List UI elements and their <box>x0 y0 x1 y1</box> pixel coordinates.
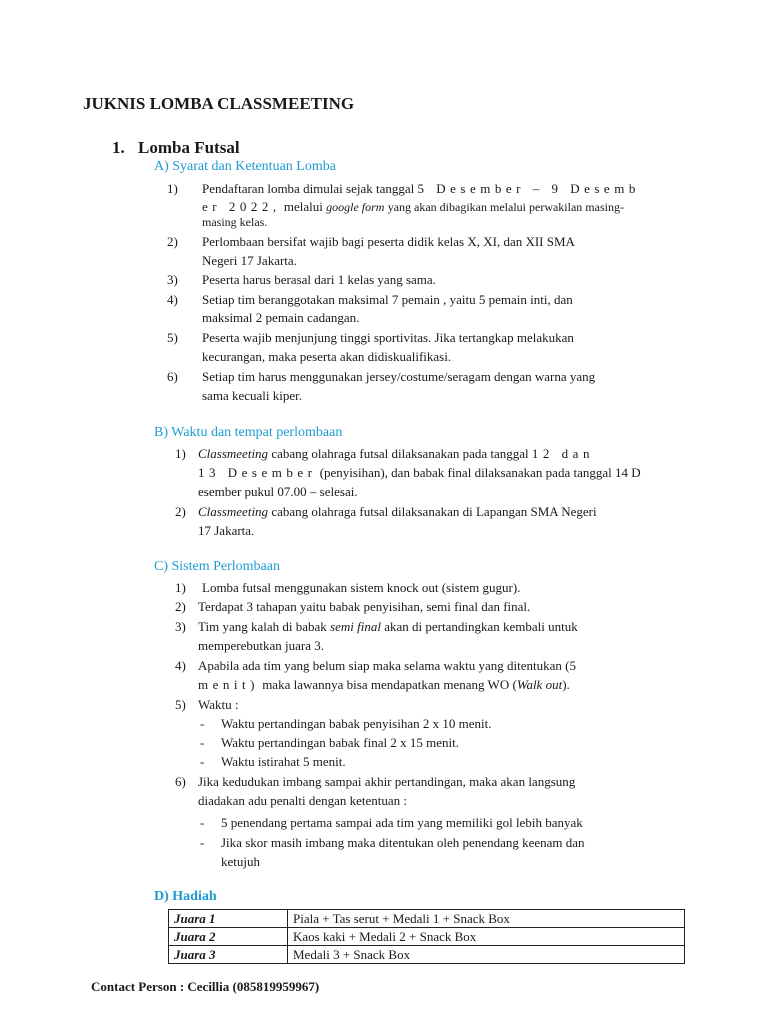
list-item-b1: Classmeeting cabang olahraga futsal dilaksanakan pada tanggal 12 dan <box>198 446 594 461</box>
dash-bullet: - <box>200 754 205 769</box>
list-number: 6) <box>175 774 186 789</box>
section-b-title: B) Waktu dan tempat perlombaan <box>154 425 343 440</box>
table-row <box>169 910 685 928</box>
list-number: 3) <box>175 619 186 634</box>
contact-person: Contact Person : Cecillia (085819959967) <box>91 979 320 994</box>
prize-table <box>168 909 685 964</box>
prize-label: Juara 2 <box>169 928 288 946</box>
list-item-a3: Peserta harus berasal dari 1 kelas yang sama. <box>202 272 436 287</box>
list-number: 1) <box>175 580 186 595</box>
list-number: 1) <box>167 181 178 196</box>
list-number: 2) <box>175 504 186 519</box>
list-item-a2-cont: Negeri 17 Jakarta. <box>202 253 297 268</box>
list-item-c4-cont: menit) maka lawannya bisa mendapatkan menang WO (Walk out). <box>198 677 570 692</box>
list-number: 5) <box>175 697 186 712</box>
document-title: JUKNIS LOMBA CLASSMEETING <box>83 94 355 113</box>
prize-value: Piala + Tas serut + Medali 1 + Snack Box <box>288 910 685 928</box>
list-item-a2: Perlombaan bersifat wajib bagi peserta didik kelas X, XI, dan XII SMA <box>202 234 575 249</box>
list-number: 6) <box>167 369 178 384</box>
section-d-title: D) Hadiah <box>154 889 217 904</box>
table-row <box>169 946 685 964</box>
list-item-c3-cont: memperebutkan juara 3. <box>198 638 324 653</box>
list-item-a4-cont: maksimal 2 pemain cadangan. <box>202 310 360 325</box>
section-c-title: C) Sistem Perlombaan <box>154 559 280 574</box>
dash-bullet: - <box>200 735 205 750</box>
list-number: 4) <box>167 292 178 307</box>
list-item-c6: Jika kedudukan imbang sampai akhir pertandingan, maka akan langsung <box>198 774 576 789</box>
table-row <box>169 928 685 946</box>
section-heading-futsal: 1. Lomba Futsal <box>112 138 240 157</box>
list-item-a1: Pendaftaran lomba dimulai sejak tanggal 5 Desember – 9 Desemb <box>202 181 640 196</box>
time-item-3: Waktu istirahat 5 menit. <box>221 754 346 769</box>
list-number: 3) <box>167 272 178 287</box>
penalty-item-1: 5 penendang pertama sampai ada tim yang memiliki gol lebih banyak <box>221 815 583 830</box>
list-item-c1: Lomba futsal menggunakan sistem knock out (sistem gugur). <box>202 580 521 595</box>
list-item-c2: Terdapat 3 tahapan yaitu babak penyisihan, semi final dan final. <box>198 599 531 614</box>
list-number: 2) <box>167 234 178 249</box>
list-item-b2-cont: 17 Jakarta. <box>198 523 255 538</box>
dash-bullet: - <box>200 815 205 830</box>
list-number: 1) <box>175 446 186 461</box>
list-item-a6: Setiap tim harus menggunakan jersey/costume/seragam dengan warna yang <box>202 369 596 384</box>
list-item-b1-cont: 13 Desember (penyisihan), dan babak final dilaksanakan pada tanggal 14 D <box>198 465 641 480</box>
list-item-a5-cont: kecurangan, maka peserta akan didiskualifikasi. <box>202 349 452 364</box>
dash-bullet: - <box>200 835 205 850</box>
list-item-a4: Setiap tim beranggotakan maksimal 7 pemain , yaitu 5 pemain inti, dan <box>202 292 573 307</box>
list-number: 5) <box>167 330 178 345</box>
list-number: 4) <box>175 658 186 673</box>
list-item-a5: Peserta wajib menjunjung tinggi sportivitas. Jika tertangkap melakukan <box>202 330 574 345</box>
list-item-c4: Apabila ada tim yang belum siap maka selama waktu yang ditentukan (5 <box>198 658 576 673</box>
list-item-a1-cont2: masing kelas. <box>202 215 268 229</box>
list-item-a1-cont: er 2022, melalui google form yang akan dibagikan melalui perwakilan masing- <box>202 199 624 214</box>
list-item-c6-cont: diadakan adu penalti dengan ketentuan : <box>198 793 408 808</box>
list-item-b2: Classmeeting cabang olahraga futsal dilaksanakan di Lapangan SMA Negeri <box>198 504 597 519</box>
list-number: 2) <box>175 599 186 614</box>
prize-value: Medali 3 + Snack Box <box>288 946 685 964</box>
list-item-a6-cont: sama kecuali kiper. <box>202 388 302 403</box>
list-item-c5: Waktu : <box>198 697 239 712</box>
dash-bullet: - <box>200 716 205 731</box>
prize-value: Kaos kaki + Medali 2 + Snack Box <box>288 928 685 946</box>
time-item-2: Waktu pertandingan babak final 2 x 15 menit. <box>221 735 459 750</box>
penalty-item-2-cont: ketujuh <box>221 854 260 869</box>
penalty-item-2: Jika skor masih imbang maka ditentukan oleh penendang keenam dan <box>221 835 585 850</box>
prize-label: Juara 1 <box>169 910 288 928</box>
prize-label: Juara 3 <box>169 946 288 964</box>
time-item-1: Waktu pertandingan babak penyisihan 2 x 10 menit. <box>221 716 492 731</box>
list-item-c3: Tim yang kalah di babak semi final akan di pertandingkan kembali untuk <box>198 619 578 634</box>
list-item-b1-cont2: esember pukul 07.00 – selesai. <box>198 484 358 499</box>
section-a-title: A) Syarat dan Ketentuan Lomba <box>154 159 336 174</box>
